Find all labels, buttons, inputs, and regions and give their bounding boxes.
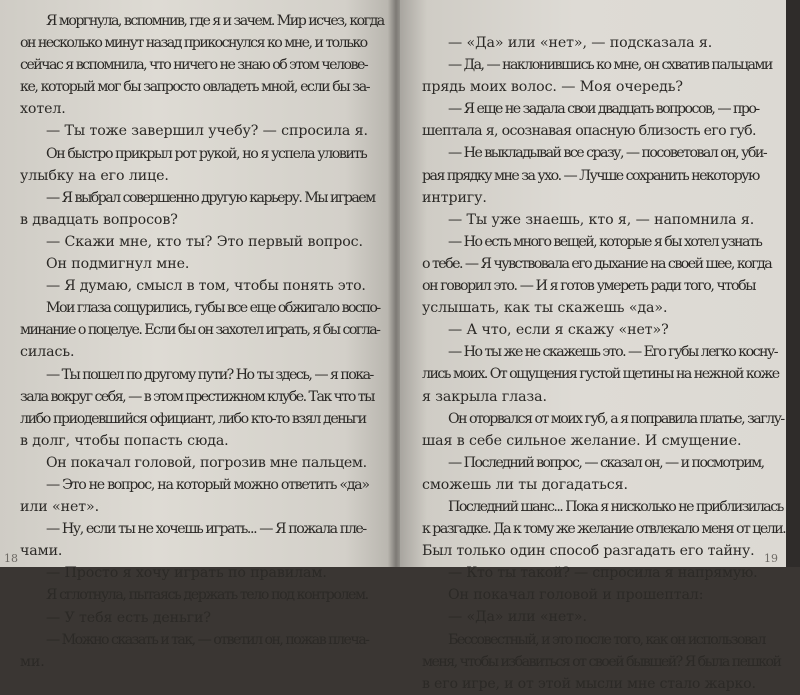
text-line: интригу. [422, 189, 487, 206]
text-line: чами. [20, 543, 63, 560]
text-line: рая прядку мне за ухо. — Лучше сохранить некоторую [422, 167, 759, 184]
text-line: он говорил это. — И я готов умереть ради того, чтобы [422, 278, 756, 295]
text-line: в его игре, и от этой мысли мне стало жарко. [422, 675, 756, 692]
text-line: улыбку на его лице. [20, 167, 169, 184]
book-cover-edge [786, 0, 800, 567]
text-line: к разгадке. Да к тому же желание отвлекало меня от цели. [422, 521, 786, 538]
text-line: — Кто ты такой? — спросила я напрямую. [448, 565, 758, 582]
text-line: — Это не вопрос, на который можно ответить «да» [46, 476, 369, 493]
text-line: Был только один способ разгадать его тайну. [422, 543, 755, 560]
text-line: — Ты пошел по другому пути? Но ты здесь, — я пока- [46, 366, 373, 383]
text-line: он несколько минут назад прикоснулся ко мне, и только [20, 35, 367, 52]
text-line: Он покачал головой, погрозив мне пальцем. [46, 454, 367, 471]
text-line: Он оторвался от моих губ, а я поправила платье, заглу- [448, 410, 784, 427]
text-line: Он быстро прикрыл рот рукой, но я успела уловить [46, 145, 367, 162]
text-line: хотел. [20, 101, 66, 118]
text-line: — Можно сказать и так, — ответил он, пожав плеча- [46, 631, 369, 648]
left-page-number: 18 [4, 552, 18, 565]
text-line: Он покачал головой и прошептал: [448, 587, 704, 604]
text-line: Я сглотнула, пытаясь держать тело под контролем. [46, 587, 368, 604]
text-line: в долг, чтобы попасть сюда. [20, 432, 229, 449]
right-page-number: 19 [764, 552, 778, 565]
text-line: — Я выбрал совершенно другую карьеру. Мы играем [46, 189, 375, 206]
text-line: о тебе. — Я чувствовала его дыхание на своей шее, когда [422, 255, 772, 272]
text-line: меня, чтобы избавиться от своей бывшей? Я была пешкой [422, 653, 781, 670]
text-line: — Я думаю, смысл в том, чтобы понять это. [46, 278, 366, 295]
right-page [400, 0, 788, 692]
text-line: услышать, как ты скажешь «да». [422, 300, 668, 317]
text-line: — Да, — наклонившись ко мне, он схватив пальцами [448, 57, 772, 74]
text-line: минание о поцелуе. Если бы он захотел играть, я бы согла- [20, 322, 380, 339]
text-line: — Я еще не задала свои двадцать вопросов, — про- [448, 101, 759, 118]
text-line: ке, который мог бы запросто овладеть мной, если бы за- [20, 79, 370, 96]
text-line: шептала я, осознавая опасную близость его губ. [422, 123, 756, 140]
text-line: Бессовестный, и это после того, как он использовал [448, 631, 765, 648]
text-line: — Скажи мне, кто ты? Это первый вопрос. [46, 233, 363, 250]
text-line: — Последний вопрос, — сказал он, — и посмотрим, [448, 454, 764, 471]
text-line: — Но ты же не скажешь это. — Его губы легко косну- [448, 344, 777, 361]
text-line: Он подмигнул мне. [46, 256, 190, 273]
text-line: — Ну, если ты не хочешь играть... — Я пожала пле- [46, 521, 366, 538]
text-line: шая в себе сильное желание. И смущение. [422, 432, 742, 449]
text-line: — У тебя есть деньги? [46, 609, 211, 626]
text-line: — Ты тоже завершил учебу? — спросила я. [46, 123, 368, 140]
text-line: Я моргнула, вспомнив, где я и зачем. Мир исчез, когда [46, 13, 384, 29]
text-line: в двадцать вопросов? [20, 211, 178, 228]
text-line: — А что, если я скажу «нет»? [448, 322, 669, 339]
text-line: или «нет». [20, 499, 100, 516]
text-line: либо приодевшийся официант, либо кто-то взял деньги [20, 410, 366, 427]
text-line: — «Да» или «нет». [448, 609, 587, 626]
text-line: сможешь ли ты догадаться. [422, 476, 628, 493]
text-line: — Не выкладывай все сразу, — посоветовал он, уби- [448, 145, 767, 162]
text-line: Мои глаза сощурились, губы все еще обжигало воспо- [46, 300, 380, 317]
text-line: я закрыла глаза. [422, 388, 547, 405]
text-line: сейчас я вспомнила, что ничего не знаю об этом челове- [20, 57, 368, 74]
left-page [0, 0, 392, 670]
text-line: ми. [20, 653, 45, 670]
text-line: лись моих. От ощущения густой щетины на нежной коже [422, 366, 779, 383]
text-line: Последний шанс... Пока я нисколько не приблизилась [448, 498, 783, 515]
text-line: — Ты уже знаешь, кто я, — напомнила я. [448, 211, 755, 228]
text-line: прядь моих волос. — Моя очередь? [422, 79, 683, 96]
text-line: — Но есть много вещей, которые я бы хотел узнать [448, 233, 762, 250]
left-page-text [20, 10, 384, 673]
text-line: — «Да» или «нет», — подсказала я. [448, 35, 713, 51]
text-line: зала вокруг себя, — в этом престижном клубе. Так что ты [20, 388, 374, 405]
text-line: — Просто я хочу играть по правилам. [46, 565, 327, 582]
text-line: силась. [20, 344, 75, 361]
